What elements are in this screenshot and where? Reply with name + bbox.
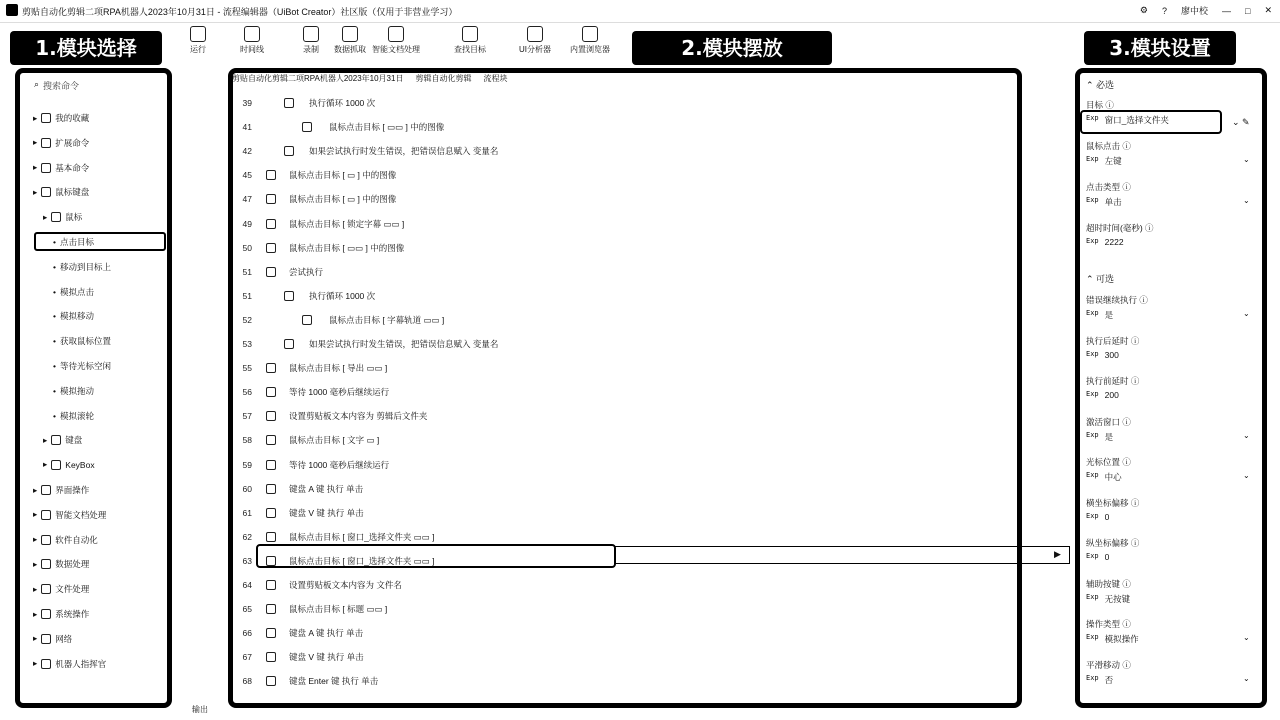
command-text: 如果尝试执行时发生错误，把错误信息赋入 变量名 (309, 339, 499, 349)
prop-label: 光标位置 ⓘ (1086, 457, 1131, 467)
command-icon (266, 194, 276, 204)
command-text: 鼠标点击目标 [ ▭▭ ] 中的图像 (289, 242, 405, 253)
target-field-highlight (1080, 110, 1222, 134)
tree-item[interactable] (33, 509, 106, 521)
tree-item-label: 扩展命令 (55, 137, 90, 148)
tree-item[interactable] (53, 385, 94, 397)
command-text: 鼠标点击目标 [ ▭ ] 中的图像 (289, 170, 397, 181)
toolbar-label: 数据抓取 (334, 45, 366, 54)
prop-value: 是 (1104, 431, 1114, 442)
prop-label: 激活窗口 ⓘ (1086, 416, 1131, 427)
tree-item-label: 模拟滚轮 (59, 410, 94, 421)
category-icon (41, 584, 51, 594)
tree-item[interactable] (33, 137, 89, 149)
flow-row[interactable] (230, 626, 1010, 640)
prop-value-field[interactable] (1086, 633, 1139, 645)
tree-item-label: 模拟点击 (59, 286, 94, 297)
expand-arrow-icon: ▸ (43, 211, 48, 222)
category-icon (41, 163, 51, 173)
run-row-icon[interactable]: ▶ (1054, 549, 1061, 559)
line-number: 42 (242, 146, 252, 157)
required-title: 必选 (1096, 80, 1115, 90)
prop-label: 目标 ⓘ (1086, 100, 1114, 110)
command-icon (266, 628, 276, 638)
prop-value-field[interactable] (1086, 552, 1109, 562)
prop-value-field[interactable] (1086, 237, 1124, 247)
expand-arrow-icon: ▸ (33, 112, 38, 123)
line-number: 62 (242, 531, 252, 542)
flow-row[interactable] (230, 241, 1010, 255)
flow-row[interactable] (230, 482, 1010, 496)
flow-row[interactable] (230, 458, 1010, 472)
help-icon[interactable]: ? (1161, 5, 1167, 16)
tree-item[interactable] (33, 583, 89, 595)
tree-item-label: KeyBox (65, 459, 95, 470)
prop-value: 300 (1104, 349, 1119, 360)
category-icon (41, 510, 51, 520)
line-number: 50 (242, 242, 252, 253)
line-number: 64 (242, 580, 252, 590)
line-number: 47 (242, 194, 252, 205)
tree-item-label: 移动到目标上 (59, 261, 111, 272)
window-title: 剪贴自动化剪辑二项RPA机器人2023年10月31日 - 流程编辑器（UiBot Creator）社区版（仅用于非营业学习） (22, 7, 458, 17)
bullet-icon: • (53, 410, 56, 421)
selected-row-highlight (256, 544, 616, 568)
selected-command-highlight (34, 232, 166, 251)
prop-value-field[interactable] (1086, 196, 1122, 208)
close-icon[interactable]: ✕ (1264, 5, 1272, 15)
command-icon (302, 315, 312, 325)
chevron-down-icon[interactable]: ⌄ (1243, 155, 1250, 164)
prop-label: 执行前延时 ⓘ (1086, 376, 1140, 386)
expression-icon: Exp (1086, 633, 1099, 641)
tab-path[interactable]: 剪贴自动化剪辑二项RPA机器人2023年10月31日 (232, 74, 404, 83)
tree-item-label: 模拟移动 (59, 311, 94, 322)
tree-item[interactable] (43, 434, 82, 446)
prop-value-field[interactable] (1086, 674, 1113, 686)
expand-arrow-icon: ▸ (33, 583, 38, 594)
prop-label: 鼠标点击 ⓘ (1086, 141, 1131, 151)
flow-row[interactable] (230, 530, 1010, 544)
line-number: 51 (242, 266, 252, 277)
bullet-icon: • (53, 286, 56, 297)
prop-value: 是 (1104, 310, 1114, 320)
command-search[interactable] (34, 79, 79, 92)
expression-icon: Exp (1086, 673, 1099, 682)
expand-arrow-icon: ▸ (43, 459, 48, 470)
chevron-down-icon[interactable]: ⌄ (1243, 196, 1250, 205)
command-text: 鼠标点击目标 [ 导出 ▭▭ ] (289, 363, 388, 374)
search-input[interactable]: 搜索命令 (43, 81, 80, 91)
toolbar-label: 时间线 (240, 45, 264, 54)
tree-item-label: 软件自动化 (55, 534, 98, 545)
toolbar-label: 智能文档处理 (372, 45, 420, 54)
expression-icon: Exp (1086, 309, 1099, 317)
line-number: 60 (242, 483, 252, 494)
banner-module-settings: 3.模块设置 (1084, 31, 1236, 65)
category-icon (41, 138, 51, 148)
command-text: 键盘 Enter 键 执行 单击 (289, 676, 379, 687)
expand-arrow-icon: ▸ (43, 434, 48, 445)
banner-module-select: 1.模块选择 (10, 31, 162, 65)
prop-label: 错误继续执行 ⓘ (1086, 295, 1148, 305)
prop-label: 执行后延时 ⓘ (1086, 335, 1140, 346)
line-number: 49 (242, 218, 252, 229)
tree-item-label: 网络 (55, 633, 73, 644)
expand-arrow-icon: ▸ (33, 484, 38, 495)
command-text: 鼠标点击目标 [ 文字 ▭ ] (289, 435, 380, 446)
command-text: 键盘 A 键 执行 单击 (289, 483, 364, 494)
title-bar (0, 0, 1280, 23)
flow-row[interactable] (230, 578, 1010, 592)
category-icon (51, 212, 61, 222)
command-text: 设置剪贴板文本内容为 剪辑后文件夹 (289, 411, 428, 422)
toolbar-label: 运行 (190, 45, 206, 54)
line-number: 45 (242, 170, 252, 181)
tree-item-label: 我的收藏 (55, 113, 90, 123)
target-edit-icon[interactable]: ⌄ ✎ (1232, 117, 1250, 127)
line-number: 61 (242, 507, 252, 518)
command-text: 鼠标点击目标 [ 锁定字幕 ▭▭ ] (289, 218, 405, 229)
prop-label: 超时时间(毫秒) ⓘ (1086, 223, 1154, 233)
command-icon (284, 291, 294, 301)
category-icon (41, 659, 51, 669)
browser-icon (582, 26, 598, 42)
command-icon (266, 267, 276, 277)
command-icon (266, 604, 276, 614)
line-number: 65 (242, 604, 252, 615)
category-icon (41, 113, 51, 123)
ui-icon (527, 26, 543, 42)
banner-module-place: 2.模块摆放 (632, 31, 832, 65)
line-number: 63 (242, 555, 252, 566)
prop-label: 操作类型 ⓘ (1086, 619, 1131, 629)
command-icon (266, 435, 276, 445)
toolbar-label: UI分析器 (519, 45, 551, 54)
prop-value: 窗口_选择文件夹 (1104, 115, 1169, 125)
command-icon (284, 339, 294, 349)
tree-item-label: 基本命令 (55, 162, 90, 173)
expression-icon: Exp (1086, 349, 1099, 358)
tree-item[interactable] (33, 633, 72, 645)
expression-icon: Exp (1086, 592, 1099, 601)
expression-icon: Exp (1086, 237, 1099, 245)
command-text: 鼠标点击目标 [ 窗口_选择文件夹 ▭▭ ] (289, 555, 435, 566)
prop-value-field[interactable] (1086, 309, 1113, 321)
play-icon (190, 26, 206, 42)
expand-arrow-icon: ▸ (33, 186, 38, 197)
prop-label: 横坐标偏移 ⓘ (1086, 497, 1140, 508)
expand-arrow-icon: ▸ (33, 162, 38, 173)
command-text: 执行循环 1000 次 (309, 290, 376, 301)
command-text: 鼠标点击目标 [ 窗口_选择文件夹 ▭▭ ] (289, 531, 435, 542)
expand-arrow-icon: ▸ (33, 137, 38, 148)
prop-value: 2222 (1104, 237, 1124, 247)
tab-0[interactable]: 剪辑自动化剪辑 (415, 74, 472, 83)
bullet-icon: • (53, 261, 56, 272)
flow-row[interactable] (230, 144, 1010, 158)
flow-row[interactable] (230, 313, 1010, 327)
prop-value-field[interactable] (1086, 155, 1122, 167)
minimize-icon[interactable]: — (1222, 5, 1232, 16)
toolbar-button-6[interactable] (505, 26, 565, 55)
command-icon (266, 532, 276, 542)
tree-item-label: 数据处理 (55, 559, 90, 570)
line-number: 67 (242, 652, 252, 663)
flow-row[interactable] (230, 192, 1010, 206)
chevron-down-icon[interactable]: ⌄ (1243, 471, 1250, 480)
prop-value-field[interactable] (1086, 390, 1119, 400)
flow-row[interactable] (230, 96, 1010, 110)
tree-item-label: 系统操作 (55, 609, 90, 619)
prop-value: 无按键 (1104, 593, 1131, 604)
expand-arrow-icon: ▸ (33, 534, 38, 545)
tree-item[interactable] (43, 211, 82, 223)
tree-item[interactable] (53, 335, 111, 347)
tree-item-label: 鼠标键盘 (55, 187, 90, 198)
bullet-icon: • (53, 361, 56, 371)
line-number: 55 (242, 363, 252, 374)
prop-value-field[interactable] (1086, 350, 1119, 360)
settings-icon[interactable]: ⚙ (1139, 5, 1148, 15)
command-text: 设置剪贴板文本内容为 文件名 (289, 580, 402, 590)
prop-value: 200 (1104, 390, 1119, 400)
category-icon (51, 435, 61, 445)
command-icon (266, 387, 276, 397)
chevron-down-icon[interactable]: ⌄ (1243, 633, 1250, 642)
expand-arrow-icon: ▸ (33, 658, 38, 669)
expression-icon: Exp (1086, 511, 1099, 520)
prop-value-field[interactable] (1086, 431, 1113, 443)
tree-item[interactable] (43, 459, 95, 470)
optional-section-title: ⌃ 可选 (1086, 274, 1115, 284)
chevron-down-icon[interactable]: ⌄ (1243, 673, 1250, 683)
command-text: 键盘 V 键 执行 单击 (289, 507, 364, 518)
command-text: 等待 1000 毫秒后继续运行 (289, 459, 390, 470)
tree-item[interactable] (53, 360, 111, 372)
optional-title: 可选 (1096, 274, 1115, 284)
chevron-down-icon[interactable]: ⌄ (1243, 430, 1250, 440)
maximize-icon[interactable]: □ (1245, 5, 1251, 16)
app-logo-icon (6, 4, 18, 16)
data-icon (342, 26, 358, 42)
target-icon (462, 26, 478, 42)
output-label[interactable]: 输出 (192, 705, 208, 714)
prop-value: 左键 (1104, 156, 1122, 166)
expression-icon: Exp (1086, 114, 1099, 122)
tab-1[interactable]: 流程块 (483, 74, 508, 83)
expand-arrow-icon: ▸ (33, 608, 38, 619)
tree-item[interactable] (53, 261, 111, 273)
line-number: 56 (242, 387, 252, 398)
command-icon (266, 460, 276, 470)
search-icon: ⌕ (34, 79, 40, 89)
toolbar-button-4[interactable] (366, 26, 426, 55)
tree-item[interactable] (33, 608, 89, 620)
expression-icon: Exp (1086, 430, 1099, 439)
prop-label: 点击类型 ⓘ (1086, 182, 1131, 192)
flow-row[interactable] (230, 602, 1010, 616)
prop-value: 模拟操作 (1104, 634, 1139, 644)
flow-row[interactable] (230, 289, 1010, 303)
prop-label: 辅助按键 ⓘ (1086, 578, 1131, 589)
expand-arrow-icon: ▸ (33, 509, 38, 520)
command-text: 键盘 A 键 执行 单击 (289, 628, 364, 639)
prop-label: 平滑移动 ⓘ (1086, 659, 1131, 670)
prop-value: 0 (1104, 552, 1110, 562)
line-number: 39 (242, 98, 252, 108)
toolbar-label: 查找目标 (454, 45, 486, 54)
command-icon (266, 170, 276, 180)
category-icon (41, 187, 51, 197)
user-name[interactable]: 廖中校 (1181, 6, 1209, 16)
command-text: 鼠标点击目标 [ 字幕轨道 ▭▭ ] (329, 314, 445, 325)
chevron-down-icon[interactable]: ⌄ (1243, 309, 1250, 318)
tree-item-label: 点击目标 (59, 237, 94, 247)
command-icon (266, 363, 276, 373)
category-icon (41, 559, 51, 569)
record-icon (303, 26, 319, 42)
tree-item[interactable] (33, 558, 89, 570)
command-icon (302, 122, 312, 132)
prop-value-field[interactable] (1086, 471, 1122, 483)
tree-item[interactable] (33, 162, 89, 174)
bullet-icon: • (53, 385, 56, 396)
tree-item[interactable] (33, 484, 89, 496)
flow-row[interactable] (230, 674, 1010, 688)
category-icon (41, 634, 51, 644)
expand-arrow-icon: ▸ (33, 558, 38, 569)
line-number: 58 (242, 435, 252, 446)
toolbar-button-1[interactable] (222, 26, 282, 55)
command-icon (284, 98, 294, 108)
clock-icon (244, 26, 260, 42)
line-number: 59 (242, 459, 252, 470)
expression-icon: Exp (1086, 552, 1099, 560)
prop-value-field[interactable] (1086, 512, 1109, 522)
tree-item-label: 模拟拖动 (59, 385, 94, 396)
expression-icon: Exp (1086, 390, 1099, 398)
prop-value: 单击 (1104, 197, 1122, 207)
command-text: 鼠标点击目标 [ 标题 ▭▭ ] (289, 604, 388, 615)
selected-row-extension (614, 546, 1070, 564)
flow-row[interactable] (230, 265, 1010, 279)
line-number: 53 (242, 339, 252, 349)
line-number: 41 (242, 122, 252, 133)
command-icon (266, 243, 276, 253)
tree-item-label: 界面操作 (55, 485, 90, 495)
prop-label: 纵坐标偏移 ⓘ (1086, 538, 1140, 548)
flow-row[interactable] (230, 217, 1010, 231)
command-icon (266, 652, 276, 662)
expression-icon: Exp (1086, 471, 1099, 479)
tree-item-label: 机器人指挥官 (55, 658, 107, 669)
tree-item[interactable] (33, 186, 89, 198)
editor-tabs (232, 73, 507, 84)
category-icon (41, 485, 51, 495)
command-icon (266, 676, 276, 686)
toolbar-label: 内置浏览器 (570, 45, 610, 54)
toolbar-label: 录制 (303, 45, 319, 54)
ai-icon (388, 26, 404, 42)
flow-row[interactable] (230, 409, 1010, 423)
tree-item[interactable] (33, 534, 98, 546)
toolbar-button-5[interactable] (440, 26, 500, 55)
tree-item[interactable] (33, 112, 89, 124)
flow-row[interactable] (230, 168, 1010, 182)
tree-item[interactable] (33, 658, 106, 670)
command-icon (266, 219, 276, 229)
bullet-icon: • (53, 336, 56, 347)
line-number: 66 (242, 628, 252, 639)
command-text: 鼠标点击目标 [ ▭▭ ] 中的图像 (329, 122, 445, 133)
expression-icon: Exp (1086, 155, 1099, 163)
flow-row[interactable] (230, 506, 1010, 520)
flow-row[interactable] (230, 433, 1010, 447)
prop-value: 0 (1104, 511, 1110, 522)
prop-value-field[interactable] (1086, 593, 1130, 605)
prop-value: 否 (1104, 674, 1114, 685)
required-section-title: ⌃ 必选 (1086, 80, 1115, 90)
tree-item-label: 文件处理 (55, 584, 90, 595)
line-number: 57 (242, 411, 252, 422)
command-text: 如果尝试执行时发生错误，把错误信息赋入 变量名 (309, 146, 499, 157)
tree-item-label: 智能文档处理 (55, 509, 107, 520)
category-icon (41, 609, 51, 619)
command-text: 键盘 V 键 执行 单击 (289, 652, 364, 663)
command-icon (266, 508, 276, 518)
command-icon (266, 411, 276, 421)
expand-arrow-icon: ▸ (33, 633, 38, 644)
tree-item-label: 获取鼠标位置 (59, 336, 111, 347)
tree-item[interactable] (53, 410, 94, 422)
toolbar-button-7[interactable] (560, 26, 620, 55)
tree-item-label: 等待光标空闲 (59, 361, 111, 371)
toolbar-button-0[interactable] (168, 26, 228, 55)
tree-item-label: 鼠标 (65, 212, 83, 223)
bullet-icon: • (53, 237, 56, 247)
line-number: 68 (242, 676, 252, 687)
command-text: 鼠标点击目标 [ ▭ ] 中的图像 (289, 194, 397, 205)
bullet-icon: • (53, 311, 56, 322)
flow-row[interactable] (230, 385, 1010, 399)
command-icon (266, 484, 276, 494)
expression-icon: Exp (1086, 196, 1099, 204)
flow-row[interactable] (230, 120, 1010, 134)
flow-row[interactable] (230, 361, 1010, 375)
line-number: 52 (242, 314, 252, 325)
command-text: 执行循环 1000 次 (309, 98, 376, 108)
category-icon (51, 460, 61, 470)
tree-item-label: 键盘 (65, 435, 83, 446)
titlebar-controls (1140, 4, 1272, 17)
prop-value: 中心 (1104, 472, 1122, 482)
command-icon (284, 146, 294, 156)
command-text: 尝试执行 (289, 266, 324, 277)
flow-row[interactable] (230, 337, 1010, 351)
line-number: 51 (242, 290, 252, 301)
flow-row[interactable] (230, 650, 1010, 664)
command-text: 等待 1000 毫秒后继续运行 (289, 387, 390, 398)
category-icon (41, 535, 51, 545)
tree-item[interactable] (53, 286, 94, 298)
command-icon (266, 580, 276, 590)
tree-item[interactable] (53, 310, 94, 322)
